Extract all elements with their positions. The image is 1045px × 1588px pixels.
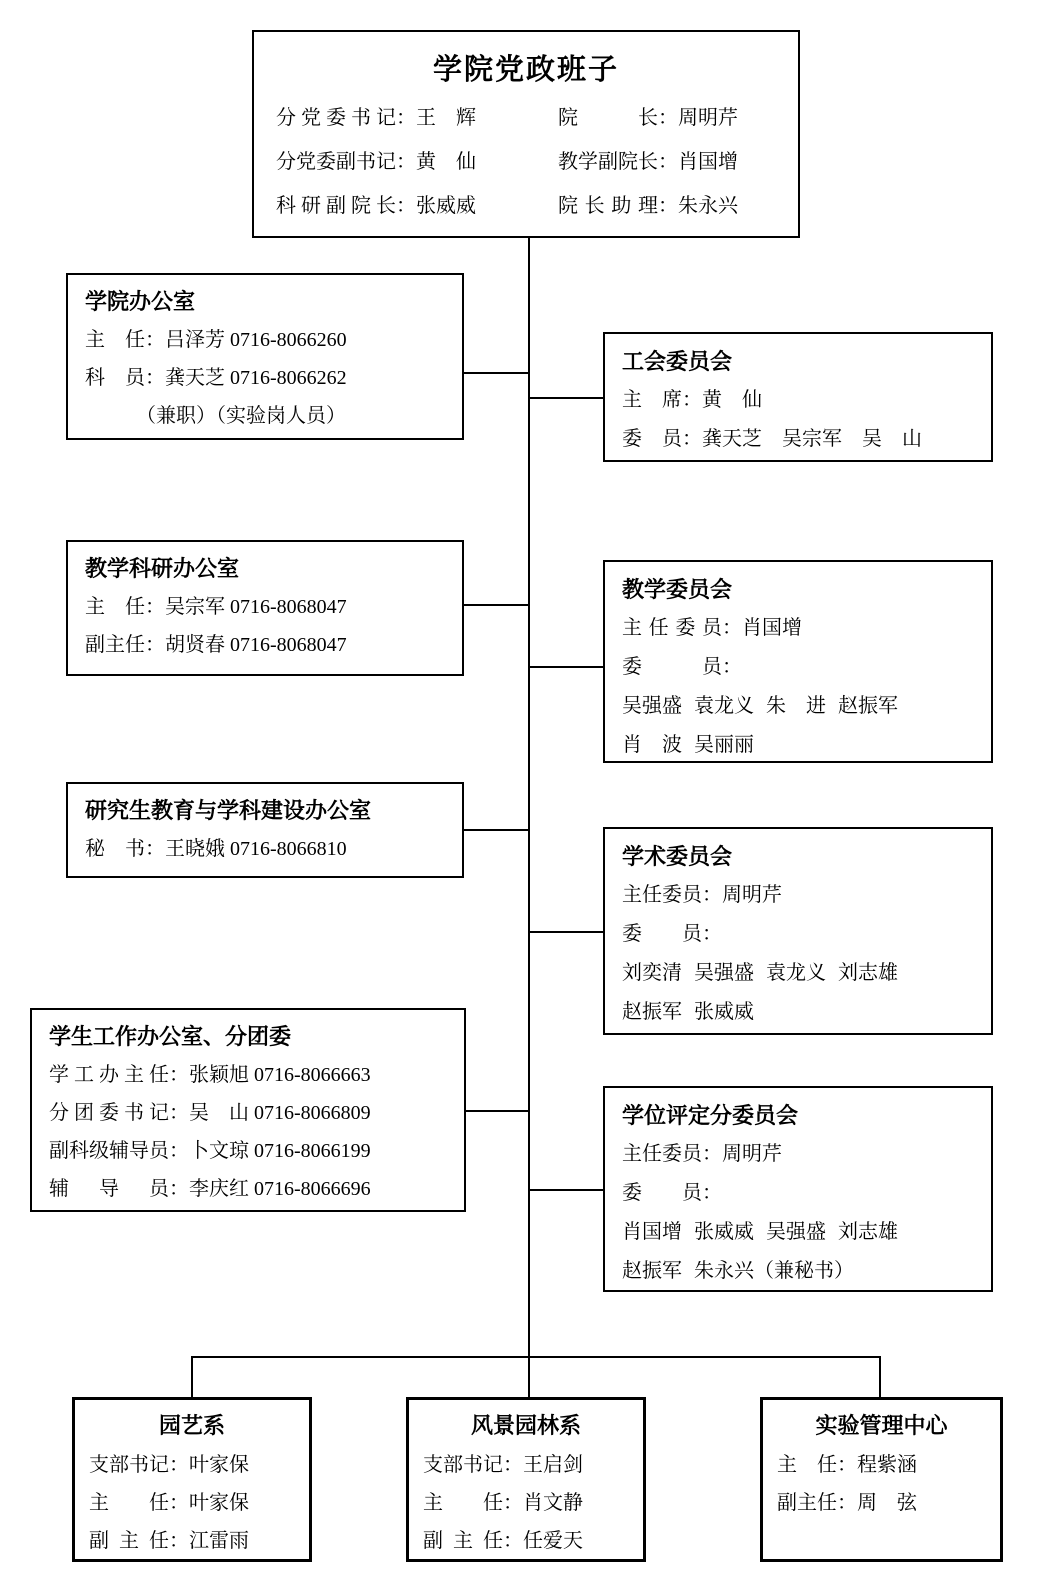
staff-row bbox=[423, 1446, 629, 1484]
role-value: 吕泽芳 0716-8066260 bbox=[165, 329, 347, 351]
box-title: 教学科研办公室 bbox=[85, 556, 240, 581]
staff-row bbox=[85, 626, 445, 664]
box-title: 研究生教育与学科建设办公室 bbox=[85, 798, 372, 823]
staff-row bbox=[622, 609, 974, 648]
role-label: 科员 bbox=[85, 367, 145, 389]
staff-row bbox=[622, 1174, 974, 1213]
role-label: 副主任 bbox=[777, 1492, 837, 1514]
colon: ： bbox=[658, 195, 678, 217]
role-value: 王启剑 bbox=[523, 1454, 583, 1476]
staff-row bbox=[89, 1522, 295, 1560]
role-value: 王 辉 bbox=[416, 107, 476, 129]
role-label: 学工办主任 bbox=[49, 1064, 169, 1086]
staff-row bbox=[49, 1094, 447, 1132]
role-label: 主任 bbox=[89, 1492, 169, 1514]
colon: ： bbox=[682, 389, 702, 411]
connector-student-affairs-office bbox=[464, 1110, 530, 1112]
role-label: 副主任 bbox=[89, 1530, 169, 1552]
colon: ： bbox=[503, 1454, 523, 1476]
role-label: 辅导员 bbox=[49, 1178, 169, 1200]
page-title: 学院党政班子 bbox=[432, 54, 619, 86]
staff-row bbox=[49, 1056, 447, 1094]
box-title: 学术委员会 bbox=[622, 844, 733, 869]
role-value: 黄 仙 bbox=[702, 389, 762, 411]
colon: ： bbox=[169, 1178, 189, 1200]
role-label: 分团委书记 bbox=[49, 1102, 169, 1124]
colon: ： bbox=[169, 1140, 189, 1162]
box-title: 学生工作办公室、分团委 bbox=[49, 1024, 292, 1049]
staff-row bbox=[276, 140, 776, 184]
box-title: 园艺系 bbox=[158, 1413, 225, 1438]
role-value: 周明芹 bbox=[722, 884, 782, 906]
box-lab-center bbox=[760, 1397, 1003, 1562]
role-label: 委员 bbox=[622, 923, 702, 945]
connector-teaching-research-office bbox=[462, 604, 530, 606]
committee-members: 刘奕清 吴强盛 袁龙义 刘志雄 bbox=[622, 962, 898, 984]
connector-academic-committee bbox=[528, 931, 603, 933]
role-value: 胡贤春 0716-8068047 bbox=[165, 634, 347, 656]
box-horticulture-dept bbox=[72, 1397, 312, 1562]
colon: ： bbox=[837, 1454, 857, 1476]
role-value: 叶家保 bbox=[189, 1492, 249, 1514]
role-label: 委员 bbox=[622, 656, 722, 678]
colon: ： bbox=[145, 634, 165, 656]
role-value: 程紫涵 bbox=[857, 1454, 917, 1476]
role-value: 朱永兴 bbox=[678, 195, 738, 217]
staff-row bbox=[423, 1484, 629, 1522]
box-teaching-research-office bbox=[66, 540, 464, 676]
note-part-time: （兼职）（实验岗人员） bbox=[136, 405, 346, 427]
colon: ： bbox=[503, 1530, 523, 1552]
role-label: 委员 bbox=[622, 428, 682, 450]
staff-row bbox=[85, 830, 445, 868]
role-label: 副主任 bbox=[423, 1530, 503, 1552]
connector-union-committee bbox=[528, 397, 603, 399]
role-value: 吴 山 0716-8066809 bbox=[189, 1102, 371, 1124]
colon: ： bbox=[702, 884, 722, 906]
box-landscape-dept bbox=[406, 1397, 646, 1562]
committee-members: 赵振军 朱永兴（兼秘书） bbox=[622, 1260, 854, 1282]
colon: ： bbox=[169, 1492, 189, 1514]
colon: ： bbox=[658, 151, 678, 173]
colon: ： bbox=[169, 1530, 189, 1552]
staff-row bbox=[622, 648, 974, 687]
box-title: 学位评定分委员会 bbox=[622, 1103, 799, 1128]
colon: ： bbox=[169, 1102, 189, 1124]
role-label: 支部书记 bbox=[89, 1454, 169, 1476]
staff-row bbox=[622, 876, 974, 915]
role-label: 主任委员 bbox=[622, 1143, 702, 1165]
role-label: 秘书 bbox=[85, 838, 145, 860]
role-value: 张颖旭 0716-8066663 bbox=[189, 1064, 371, 1086]
colon: ： bbox=[169, 1454, 189, 1476]
colon: ： bbox=[702, 1182, 722, 1204]
staff-row bbox=[85, 588, 445, 626]
role-value: 肖国增 bbox=[742, 617, 802, 639]
role-value: 黄 仙 bbox=[416, 151, 476, 173]
role-label: 分党委书记 bbox=[276, 107, 396, 129]
role-label: 院长助理 bbox=[558, 195, 658, 217]
colon: ： bbox=[722, 617, 742, 639]
role-value: 卜文琼 0716-8066199 bbox=[189, 1140, 371, 1162]
box-graduate-education-office bbox=[66, 782, 464, 878]
connector-drop-horticulture bbox=[191, 1356, 193, 1397]
role-value: 肖文静 bbox=[523, 1492, 583, 1514]
staff-row bbox=[423, 1522, 629, 1560]
role-value: 江雷雨 bbox=[189, 1530, 249, 1552]
role-value: 王晓娥 0716-8066810 bbox=[165, 838, 347, 860]
role-value: 任爱天 bbox=[523, 1530, 583, 1552]
role-value: 肖国增 bbox=[678, 151, 738, 173]
connector-college-office bbox=[462, 372, 530, 374]
box-title: 工会委员会 bbox=[622, 349, 733, 374]
staff-row bbox=[777, 1446, 986, 1484]
staff-row bbox=[622, 1135, 974, 1174]
box-union-committee bbox=[603, 332, 993, 462]
role-value: 周明芹 bbox=[678, 107, 738, 129]
box-title: 实验管理中心 bbox=[815, 1413, 948, 1438]
box-title: 教学委员会 bbox=[622, 577, 733, 602]
connector-teaching-committee bbox=[528, 666, 603, 668]
box-degree-committee bbox=[603, 1086, 993, 1292]
box-college-office bbox=[66, 273, 464, 440]
role-label: 主任 bbox=[423, 1492, 503, 1514]
role-label: 主任 bbox=[777, 1454, 837, 1476]
staff-row bbox=[622, 420, 974, 459]
role-value: 龚天芝 0716-8066262 bbox=[165, 367, 347, 389]
staff-row bbox=[276, 96, 776, 140]
role-label: 支部书记 bbox=[423, 1454, 503, 1476]
colon: ： bbox=[702, 1143, 722, 1165]
box-title: 学院办公室 bbox=[85, 289, 196, 314]
colon: ： bbox=[503, 1492, 523, 1514]
role-label: 教学副院长 bbox=[558, 151, 658, 173]
staff-row bbox=[89, 1484, 295, 1522]
role-value: 吴宗军 0716-8068047 bbox=[165, 596, 347, 618]
staff-row bbox=[622, 915, 974, 954]
staff-row bbox=[49, 1132, 447, 1170]
colon: ： bbox=[396, 151, 416, 173]
role-label: 委员 bbox=[622, 1182, 702, 1204]
role-label: 科研副院长 bbox=[276, 195, 396, 217]
committee-members: 肖 波 吴丽丽 bbox=[622, 734, 754, 756]
role-label: 主任委员 bbox=[622, 884, 702, 906]
colon: ： bbox=[145, 329, 165, 351]
role-label: 副主任 bbox=[85, 634, 145, 656]
colon: ： bbox=[702, 923, 722, 945]
committee-members: 吴强盛 袁龙义 朱 进 赵振军 bbox=[622, 695, 898, 717]
box-teaching-committee bbox=[603, 560, 993, 763]
role-value: 李庆红 0716-8066696 bbox=[189, 1178, 371, 1200]
role-label: 院长 bbox=[558, 107, 658, 129]
box-academic-committee bbox=[603, 827, 993, 1035]
colon: ： bbox=[145, 838, 165, 860]
role-value: 张威威 bbox=[416, 195, 476, 217]
committee-members: 肖国增 张威威 吴强盛 刘志雄 bbox=[622, 1221, 898, 1243]
role-label: 主任 bbox=[85, 596, 145, 618]
staff-row bbox=[89, 1446, 295, 1484]
colon: ： bbox=[658, 107, 678, 129]
connector-center-vertical bbox=[528, 238, 530, 1397]
colon: ： bbox=[145, 367, 165, 389]
staff-row bbox=[276, 184, 776, 228]
colon: ： bbox=[682, 428, 702, 450]
staff-row bbox=[622, 381, 974, 420]
colon: ： bbox=[722, 656, 742, 678]
role-label: 主任委员 bbox=[622, 617, 722, 639]
role-label: 主任 bbox=[85, 329, 145, 351]
colon: ： bbox=[169, 1064, 189, 1086]
staff-row bbox=[85, 321, 445, 359]
role-label: 主席 bbox=[622, 389, 682, 411]
role-value: 周明芹 bbox=[722, 1143, 782, 1165]
connector-drop-lab-center bbox=[879, 1356, 881, 1397]
connector-graduate-office bbox=[462, 829, 530, 831]
staff-row bbox=[777, 1484, 986, 1522]
staff-row bbox=[49, 1170, 447, 1208]
colon: ： bbox=[396, 195, 416, 217]
role-label: 分党委副书记 bbox=[276, 151, 396, 173]
role-label: 副科级辅导员 bbox=[49, 1140, 169, 1162]
box-student-affairs-office bbox=[30, 1008, 466, 1212]
role-value: 龚天芝 吴宗军 吴 山 bbox=[702, 428, 922, 450]
committee-members: 赵振军 张威威 bbox=[622, 1001, 754, 1023]
staff-row bbox=[85, 359, 445, 397]
connector-bottom-horizontal bbox=[191, 1356, 881, 1358]
colon: ： bbox=[837, 1492, 857, 1514]
box-party-admin-team bbox=[252, 30, 800, 238]
colon: ： bbox=[396, 107, 416, 129]
connector-degree-committee bbox=[528, 1189, 603, 1191]
role-value: 叶家保 bbox=[189, 1454, 249, 1476]
role-value: 周 弦 bbox=[857, 1492, 917, 1514]
box-title: 风景园林系 bbox=[470, 1413, 581, 1438]
colon: ： bbox=[145, 596, 165, 618]
